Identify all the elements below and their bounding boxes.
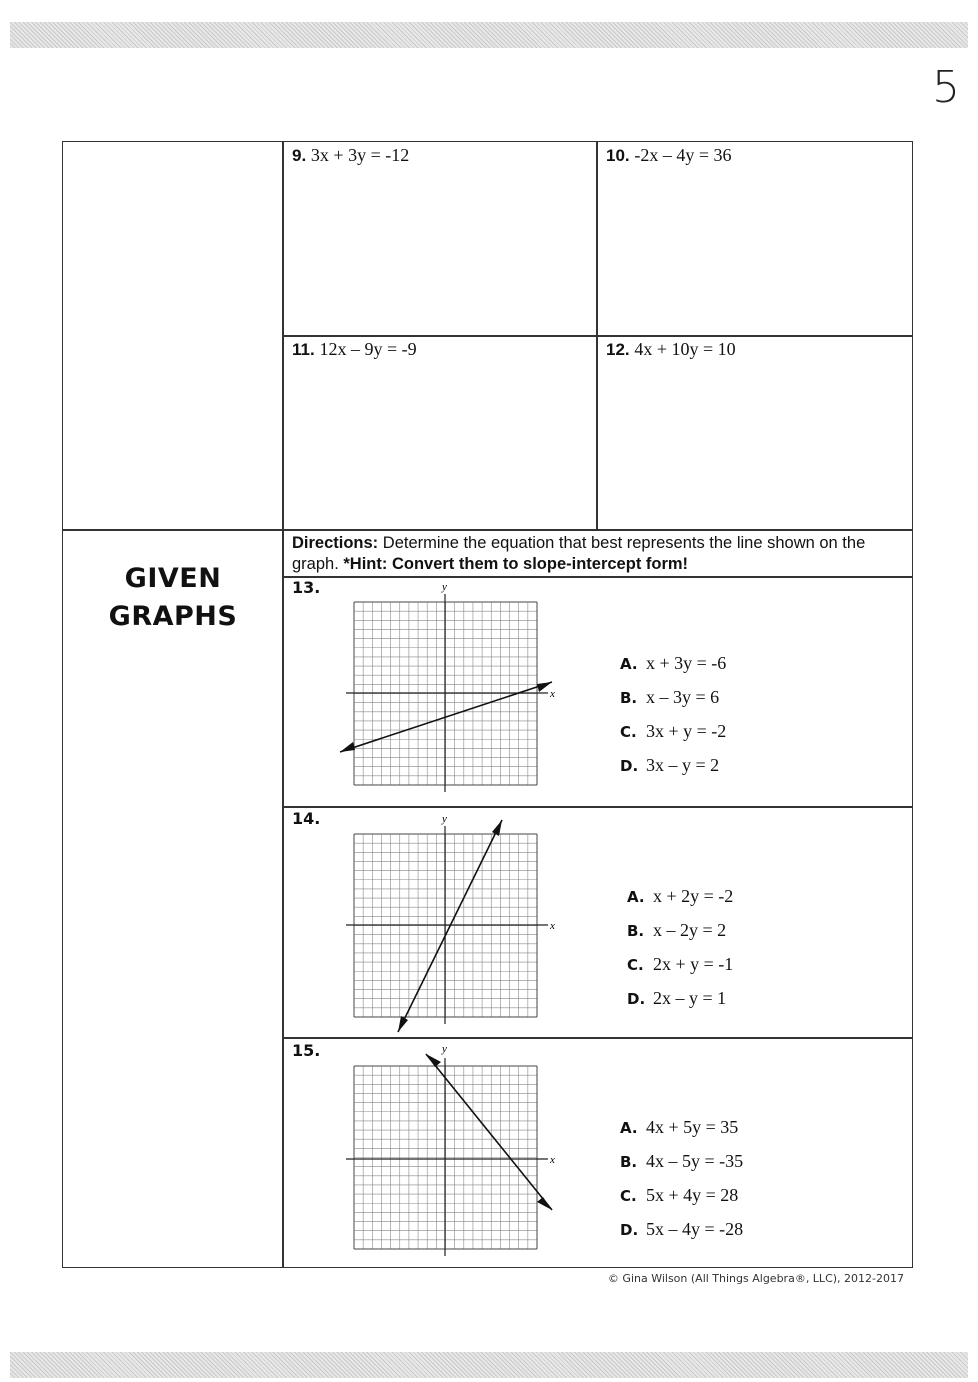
- row-divider: [62, 529, 913, 531]
- choice-b: [620, 1144, 743, 1178]
- problem-equation: 3x + 3y = -12: [310, 145, 410, 165]
- y-axis-label: y: [442, 813, 447, 825]
- problem-number: 10.: [606, 146, 630, 165]
- choice-b: [627, 913, 733, 947]
- choice-text: 2x – y = 1: [653, 988, 727, 1008]
- choice-c: [620, 1178, 743, 1212]
- choice-letter: A.: [627, 888, 645, 906]
- choice-text: x + 2y = -2: [653, 886, 734, 906]
- problem-13-number: 13.: [292, 578, 321, 597]
- problem-9: [292, 145, 409, 166]
- problem-14-choices: [627, 879, 733, 1015]
- problem-number: 12.: [606, 340, 630, 359]
- arrowhead: [426, 1054, 441, 1067]
- directions-label: Directions:: [292, 534, 379, 552]
- problem-equation: 4x + 10y = 10: [634, 339, 736, 359]
- choice-a: [620, 646, 726, 680]
- directions: [292, 533, 902, 575]
- choice-c: [627, 947, 733, 981]
- problem-number: 9.: [292, 146, 307, 165]
- section-title: [92, 560, 254, 636]
- section-title-line2: GRAPHS: [108, 601, 238, 632]
- choice-d: [620, 748, 726, 782]
- graph-line: [398, 820, 502, 1032]
- choice-letter: B.: [627, 922, 645, 940]
- choice-letter: B.: [620, 689, 638, 707]
- choice-letter: C.: [627, 956, 644, 974]
- x-axis-label: x: [550, 920, 555, 932]
- column-divider: [282, 141, 284, 1268]
- row-divider: [282, 1037, 913, 1039]
- page-number: 5: [932, 62, 960, 113]
- choice-text: 5x + 4y = 28: [646, 1185, 739, 1205]
- problem-12: [606, 339, 736, 360]
- choice-text: x – 2y = 2: [653, 920, 727, 940]
- choice-d: [620, 1212, 743, 1246]
- choice-c: [620, 714, 726, 748]
- problem-equation: -2x – 4y = 36: [634, 145, 732, 165]
- choice-a: [620, 1110, 743, 1144]
- directions-hint: *Hint: Convert them to slope-intercept form!: [343, 555, 689, 573]
- row-divider: [282, 806, 913, 808]
- choice-letter: A.: [620, 1119, 638, 1137]
- directions-text: Determine the equation that best represents the line shown on the graph.: [292, 534, 866, 573]
- graph-14: [340, 812, 560, 1027]
- choice-text: 5x – 4y = -28: [646, 1219, 744, 1239]
- choice-letter: A.: [620, 655, 638, 673]
- problem-13-choices: [620, 646, 726, 782]
- problem-11: [292, 339, 417, 360]
- choice-text: 4x + 5y = 35: [646, 1117, 739, 1137]
- arrowhead: [537, 1197, 552, 1210]
- scan-border-bottom: [10, 1352, 968, 1378]
- choice-letter: D.: [627, 990, 646, 1008]
- problem-number: 11.: [292, 340, 315, 359]
- choice-letter: B.: [620, 1153, 638, 1171]
- choice-text: x + 3y = -6: [646, 653, 727, 673]
- choice-text: 3x + y = -2: [646, 721, 727, 741]
- section-title-line1: GIVEN: [124, 563, 222, 594]
- row-divider: [282, 335, 913, 337]
- graph-15: [340, 1044, 560, 1259]
- y-axis-label: y: [442, 581, 447, 593]
- problem-14-number: 14.: [292, 809, 321, 828]
- scan-border-top: [10, 22, 968, 48]
- copyright-footer: © Gina Wilson (All Things Algebra®, LLC), 2012-2017: [607, 1272, 904, 1285]
- choice-letter: D.: [620, 1221, 639, 1239]
- y-axis-label: y: [442, 1043, 447, 1055]
- choice-text: 3x – y = 2: [646, 755, 720, 775]
- row-divider: [282, 576, 913, 578]
- x-axis-label: x: [550, 1154, 555, 1166]
- problem-10: [606, 145, 732, 166]
- choice-text: 4x – 5y = -35: [646, 1151, 744, 1171]
- choice-a: [627, 879, 733, 913]
- choice-letter: D.: [620, 757, 639, 775]
- arrowhead: [340, 742, 355, 752]
- problem-equation: 12x – 9y = -9: [319, 339, 417, 359]
- choice-text: 2x + y = -1: [653, 954, 734, 974]
- choice-b: [620, 680, 726, 714]
- problem-15-number: 15.: [292, 1041, 321, 1060]
- choice-d: [627, 981, 733, 1015]
- choice-letter: C.: [620, 1187, 637, 1205]
- x-axis-label: x: [550, 688, 555, 700]
- problem-15-choices: [620, 1110, 743, 1246]
- graph-13: [340, 580, 560, 795]
- choice-letter: C.: [620, 723, 637, 741]
- choice-text: x – 3y = 6: [646, 687, 720, 707]
